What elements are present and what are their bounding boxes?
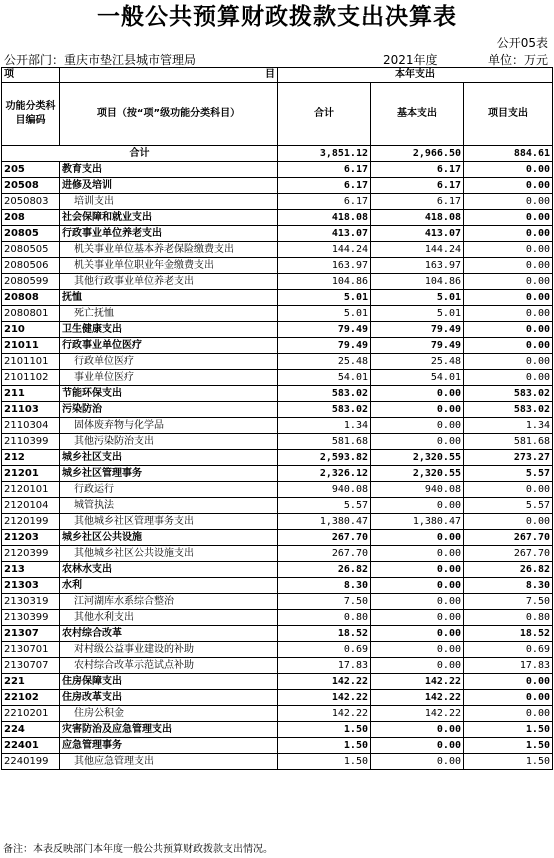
row-total: 5.01 — [278, 290, 371, 306]
row-name: 机关事业单位职业年金缴费支出 — [60, 258, 278, 274]
row-basic: 163.97 — [371, 258, 464, 274]
row-project: 0.00 — [464, 194, 553, 210]
table-row — [2, 610, 553, 626]
row-code: 2130701 — [2, 642, 60, 658]
row-basic: 0.00 — [371, 658, 464, 674]
row-basic: 0.00 — [371, 722, 464, 738]
row-project: 0.00 — [464, 306, 553, 322]
table-row — [2, 306, 553, 322]
row-total: 418.08 — [278, 210, 371, 226]
row-total: 142.22 — [278, 674, 371, 690]
row-name: 农村综合改革示范试点补助 — [60, 658, 278, 674]
row-name: 节能环保支出 — [60, 386, 278, 402]
row-total: 5.57 — [278, 498, 371, 514]
row-code: 2080505 — [2, 242, 60, 258]
row-project: 0.69 — [464, 642, 553, 658]
table-row — [2, 290, 553, 306]
row-project: 26.82 — [464, 562, 553, 578]
row-total: 79.49 — [278, 338, 371, 354]
row-name: 其他污染防治支出 — [60, 434, 278, 450]
row-name: 培训支出 — [60, 194, 278, 210]
row-name: 住房保障支出 — [60, 674, 278, 690]
table-row — [2, 466, 553, 482]
table-row — [2, 546, 553, 562]
row-code: 2120104 — [2, 498, 60, 514]
row-total: 1.50 — [278, 738, 371, 754]
row-name: 进修及培训 — [60, 178, 278, 194]
row-code: 22401 — [2, 738, 60, 754]
row-name: 机关事业单位基本养老保险缴费支出 — [60, 242, 278, 258]
row-code: 2110304 — [2, 418, 60, 434]
row-basic: 0.00 — [371, 610, 464, 626]
table-row — [2, 434, 553, 450]
table-row — [2, 370, 553, 386]
row-project: 583.02 — [464, 402, 553, 418]
table-row — [2, 226, 553, 242]
row-basic: 0.00 — [371, 738, 464, 754]
row-project: 18.52 — [464, 626, 553, 642]
row-basic: 142.22 — [371, 674, 464, 690]
header-name: 项目（按“项”级功能分类科目） — [60, 83, 278, 146]
row-total: 144.24 — [278, 242, 371, 258]
row-basic: 79.49 — [371, 322, 464, 338]
row-basic: 2,320.55 — [371, 450, 464, 466]
row-code: 213 — [2, 562, 60, 578]
row-name: 死亡抚恤 — [60, 306, 278, 322]
table-row — [2, 338, 553, 354]
row-project: 267.70 — [464, 546, 553, 562]
row-total: 6.17 — [278, 194, 371, 210]
header-project: 项目支出 — [464, 83, 553, 146]
row-code: 2080599 — [2, 274, 60, 290]
row-code: 2101102 — [2, 370, 60, 386]
row-name: 其他城乡社区公共设施支出 — [60, 546, 278, 562]
row-name: 其他行政事业单位养老支出 — [60, 274, 278, 290]
row-basic: 0.00 — [371, 594, 464, 610]
row-basic: 6.17 — [371, 194, 464, 210]
table-row — [2, 642, 553, 658]
table-row — [2, 738, 553, 754]
row-code: 20805 — [2, 226, 60, 242]
header-item-right: 目 — [60, 68, 278, 83]
total-total: 3,851.12 — [278, 146, 371, 162]
form-number: 公开05表 — [496, 36, 548, 50]
row-code: 2050803 — [2, 194, 60, 210]
row-project: 0.00 — [464, 322, 553, 338]
row-total: 17.83 — [278, 658, 371, 674]
row-name: 农林水支出 — [60, 562, 278, 578]
row-project: 1.50 — [464, 754, 553, 770]
row-code: 21201 — [2, 466, 60, 482]
row-basic: 0.00 — [371, 562, 464, 578]
row-total: 1,380.47 — [278, 514, 371, 530]
row-total: 0.69 — [278, 642, 371, 658]
row-code: 21011 — [2, 338, 60, 354]
row-code: 224 — [2, 722, 60, 738]
row-project: 0.00 — [464, 674, 553, 690]
row-total: 267.70 — [278, 546, 371, 562]
row-basic: 25.48 — [371, 354, 464, 370]
row-name: 农村综合改革 — [60, 626, 278, 642]
header-code: 功能分类科目编码 — [2, 83, 60, 146]
row-name: 污染防治 — [60, 402, 278, 418]
row-code: 2080801 — [2, 306, 60, 322]
unit-label: 单位：万元 — [487, 53, 548, 67]
row-project: 5.57 — [464, 498, 553, 514]
row-project: 0.00 — [464, 706, 553, 722]
footnote: 备注：本表反映部门本年度一般公共预算财政拨款支出情况。 — [3, 844, 273, 855]
row-basic: 6.17 — [371, 178, 464, 194]
row-basic: 0.00 — [371, 434, 464, 450]
row-total: 5.01 — [278, 306, 371, 322]
row-project: 0.00 — [464, 210, 553, 226]
row-basic: 5.01 — [371, 290, 464, 306]
row-name: 灾害防治及应急管理支出 — [60, 722, 278, 738]
row-code: 2130319 — [2, 594, 60, 610]
expenditure-table — [1, 67, 553, 770]
row-code: 2110399 — [2, 434, 60, 450]
row-code: 2120101 — [2, 482, 60, 498]
table-row — [2, 690, 553, 706]
row-name: 抚恤 — [60, 290, 278, 306]
row-code: 22102 — [2, 690, 60, 706]
row-name: 对村级公益事业建设的补助 — [60, 642, 278, 658]
table-row — [2, 562, 553, 578]
row-basic: 0.00 — [371, 530, 464, 546]
table-row — [2, 322, 553, 338]
row-basic: 1,380.47 — [371, 514, 464, 530]
row-code: 221 — [2, 674, 60, 690]
row-code: 2120199 — [2, 514, 60, 530]
row-name: 住房改革支出 — [60, 690, 278, 706]
row-basic: 418.08 — [371, 210, 464, 226]
row-total: 26.82 — [278, 562, 371, 578]
row-project: 0.00 — [464, 226, 553, 242]
table-row — [2, 594, 553, 610]
row-total: 2,593.82 — [278, 450, 371, 466]
row-project: 0.00 — [464, 178, 553, 194]
row-total: 104.86 — [278, 274, 371, 290]
total-project: 884.61 — [464, 146, 553, 162]
row-total: 2,326.12 — [278, 466, 371, 482]
row-name: 江河湖库水系综合整治 — [60, 594, 278, 610]
row-basic: 5.01 — [371, 306, 464, 322]
row-project: 0.00 — [464, 242, 553, 258]
row-project: 0.00 — [464, 514, 553, 530]
table-row — [2, 242, 553, 258]
row-project: 5.57 — [464, 466, 553, 482]
row-project: 581.68 — [464, 434, 553, 450]
table-row — [2, 450, 553, 466]
row-basic: 0.00 — [371, 402, 464, 418]
row-name: 其他城乡社区管理事务支出 — [60, 514, 278, 530]
row-total: 79.49 — [278, 322, 371, 338]
table-row — [2, 178, 553, 194]
page-title: 一般公共预算财政拨款支出决算表 — [97, 4, 457, 30]
table-row — [2, 402, 553, 418]
row-name: 教育支出 — [60, 162, 278, 178]
row-total: 583.02 — [278, 402, 371, 418]
row-total: 142.22 — [278, 706, 371, 722]
row-total: 267.70 — [278, 530, 371, 546]
table-row — [2, 210, 553, 226]
row-total: 163.97 — [278, 258, 371, 274]
department-label: 公开部门：重庆市垫江县城市管理局 — [4, 53, 197, 67]
row-project: 0.00 — [464, 290, 553, 306]
row-basic: 142.22 — [371, 690, 464, 706]
row-name: 水利 — [60, 578, 278, 594]
table-row — [2, 482, 553, 498]
row-basic: 0.00 — [371, 418, 464, 434]
table-row — [2, 530, 553, 546]
row-code: 21203 — [2, 530, 60, 546]
row-name: 应急管理事务 — [60, 738, 278, 754]
row-project: 0.00 — [464, 354, 553, 370]
table-row — [2, 258, 553, 274]
row-basic: 0.00 — [371, 498, 464, 514]
header-basic: 基本支出 — [371, 83, 464, 146]
table-row — [2, 722, 553, 738]
row-code: 2210201 — [2, 706, 60, 722]
row-code: 2240199 — [2, 754, 60, 770]
row-code: 2120399 — [2, 546, 60, 562]
header-current-year: 本年支出 — [278, 68, 553, 83]
table-row — [2, 418, 553, 434]
table-row — [2, 354, 553, 370]
row-basic: 2,320.55 — [371, 466, 464, 482]
table-row — [2, 162, 553, 178]
row-basic: 940.08 — [371, 482, 464, 498]
header-item-left: 项 — [2, 68, 60, 83]
row-code: 2130399 — [2, 610, 60, 626]
row-project: 7.50 — [464, 594, 553, 610]
row-code: 20508 — [2, 178, 60, 194]
table-row — [2, 514, 553, 530]
row-name: 行政单位医疗 — [60, 354, 278, 370]
row-name: 社会保障和就业支出 — [60, 210, 278, 226]
row-project: 1.50 — [464, 722, 553, 738]
row-project: 0.00 — [464, 162, 553, 178]
row-code: 21103 — [2, 402, 60, 418]
row-name: 其他应急管理支出 — [60, 754, 278, 770]
table-row — [2, 626, 553, 642]
table-row — [2, 674, 553, 690]
table-row — [2, 386, 553, 402]
row-name: 城乡社区管理事务 — [60, 466, 278, 482]
row-total: 0.80 — [278, 610, 371, 626]
row-total: 581.68 — [278, 434, 371, 450]
row-total: 8.30 — [278, 578, 371, 594]
table-row — [2, 274, 553, 290]
row-project: 0.00 — [464, 274, 553, 290]
table-row — [2, 658, 553, 674]
row-project: 0.00 — [464, 370, 553, 386]
row-name: 其他水利支出 — [60, 610, 278, 626]
row-basic: 79.49 — [371, 338, 464, 354]
row-code: 21303 — [2, 578, 60, 594]
row-code: 211 — [2, 386, 60, 402]
header-row-columns — [2, 83, 553, 146]
row-code: 205 — [2, 162, 60, 178]
total-basic: 2,966.50 — [371, 146, 464, 162]
row-basic: 144.24 — [371, 242, 464, 258]
header-total: 合计 — [278, 83, 371, 146]
table-row — [2, 578, 553, 594]
row-project: 0.00 — [464, 690, 553, 706]
row-total: 940.08 — [278, 482, 371, 498]
row-name: 事业单位医疗 — [60, 370, 278, 386]
row-project: 583.02 — [464, 386, 553, 402]
row-basic: 54.01 — [371, 370, 464, 386]
row-name: 固体废弃物与化学品 — [60, 418, 278, 434]
row-total: 18.52 — [278, 626, 371, 642]
row-project: 0.00 — [464, 258, 553, 274]
table-row — [2, 194, 553, 210]
row-basic: 0.00 — [371, 642, 464, 658]
total-row — [2, 146, 553, 162]
table-row — [2, 754, 553, 770]
header-row-top — [2, 68, 553, 83]
row-name: 行政运行 — [60, 482, 278, 498]
row-total: 1.50 — [278, 722, 371, 738]
row-total: 7.50 — [278, 594, 371, 610]
row-name: 行政事业单位医疗 — [60, 338, 278, 354]
row-name: 住房公积金 — [60, 706, 278, 722]
row-total: 6.17 — [278, 178, 371, 194]
row-code: 210 — [2, 322, 60, 338]
row-total: 1.50 — [278, 754, 371, 770]
row-total: 413.07 — [278, 226, 371, 242]
row-project: 0.80 — [464, 610, 553, 626]
row-basic: 6.17 — [371, 162, 464, 178]
row-project: 267.70 — [464, 530, 553, 546]
row-total: 25.48 — [278, 354, 371, 370]
table-row — [2, 498, 553, 514]
year-label: 2021年度 — [383, 53, 438, 67]
row-name: 城管执法 — [60, 498, 278, 514]
row-total: 6.17 — [278, 162, 371, 178]
row-code: 21307 — [2, 626, 60, 642]
row-total: 142.22 — [278, 690, 371, 706]
row-name: 城乡社区支出 — [60, 450, 278, 466]
row-total: 583.02 — [278, 386, 371, 402]
row-name: 城乡社区公共设施 — [60, 530, 278, 546]
row-basic: 0.00 — [371, 546, 464, 562]
row-project: 1.50 — [464, 738, 553, 754]
row-code: 2101101 — [2, 354, 60, 370]
row-project: 273.27 — [464, 450, 553, 466]
row-project: 0.00 — [464, 338, 553, 354]
row-basic: 413.07 — [371, 226, 464, 242]
row-project: 1.34 — [464, 418, 553, 434]
row-basic: 0.00 — [371, 626, 464, 642]
table-row — [2, 706, 553, 722]
row-project: 0.00 — [464, 482, 553, 498]
row-code: 2130707 — [2, 658, 60, 674]
row-code: 212 — [2, 450, 60, 466]
total-label: 合计 — [2, 146, 278, 162]
row-total: 1.34 — [278, 418, 371, 434]
row-code: 2080506 — [2, 258, 60, 274]
row-basic: 0.00 — [371, 386, 464, 402]
row-basic: 0.00 — [371, 578, 464, 594]
row-project: 17.83 — [464, 658, 553, 674]
row-total: 54.01 — [278, 370, 371, 386]
row-basic: 142.22 — [371, 706, 464, 722]
row-project: 8.30 — [464, 578, 553, 594]
row-name: 行政事业单位养老支出 — [60, 226, 278, 242]
row-code: 208 — [2, 210, 60, 226]
row-code: 20808 — [2, 290, 60, 306]
row-name: 卫生健康支出 — [60, 322, 278, 338]
row-basic: 0.00 — [371, 754, 464, 770]
row-basic: 104.86 — [371, 274, 464, 290]
